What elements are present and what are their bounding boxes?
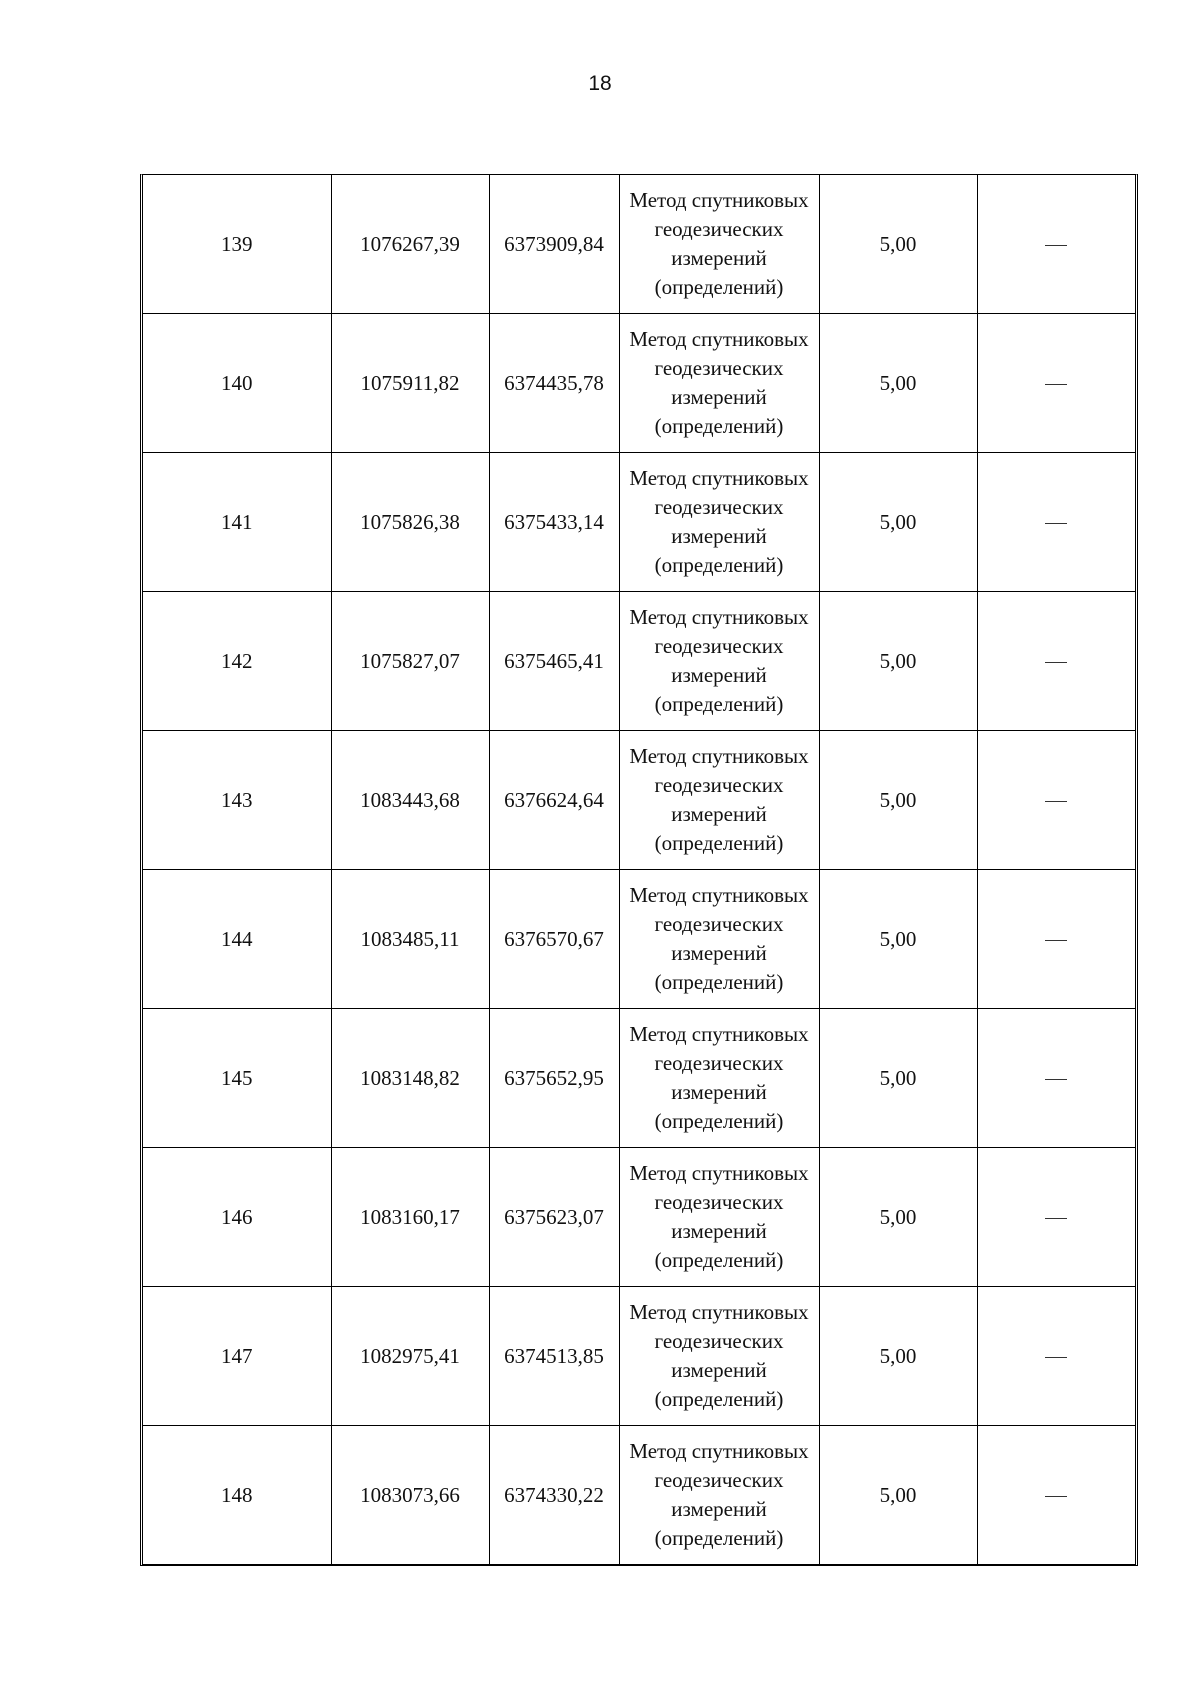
- table-row: [143, 453, 1135, 592]
- method-line: геодезических: [654, 1468, 784, 1492]
- method-line: измерений: [671, 941, 767, 965]
- method-line: измерений: [671, 1219, 767, 1243]
- point-number-cell: 144: [143, 870, 331, 1009]
- page-number: 18: [588, 72, 612, 95]
- method-line: (определений): [654, 831, 784, 855]
- point-number-cell: 139: [143, 175, 331, 314]
- table-row: [143, 870, 1135, 1009]
- table-row: [143, 314, 1135, 453]
- x-coordinate-cell: 1075911,82: [331, 314, 489, 453]
- dash-mark: [1045, 662, 1067, 663]
- y-coordinate-cell: 6375465,41: [489, 592, 619, 731]
- x-coordinate-cell: 1075827,07: [331, 592, 489, 731]
- x-coordinate-cell: 1076267,39: [331, 175, 489, 314]
- x-coordinate-cell: 1082975,41: [331, 1287, 489, 1426]
- table-body: [143, 175, 1135, 1564]
- y-coordinate-cell: 6373909,84: [489, 175, 619, 314]
- method-line: геодезических: [654, 356, 784, 380]
- method-line: измерений: [671, 1497, 767, 1521]
- accuracy-cell: 5,00: [819, 731, 977, 870]
- accuracy-cell: 5,00: [819, 1009, 977, 1148]
- x-coordinate-cell: 1083443,68: [331, 731, 489, 870]
- method-line: (определений): [654, 1248, 784, 1272]
- method-line: (определений): [654, 1109, 784, 1133]
- dash-mark: [1045, 384, 1067, 385]
- method-line: геодезических: [654, 217, 784, 241]
- method-line: геодезических: [654, 912, 784, 936]
- method-line: (определений): [654, 692, 784, 716]
- method-line: геодезических: [654, 1329, 784, 1353]
- method-line: измерений: [671, 802, 767, 826]
- method-line: Метод спутниковых: [629, 327, 809, 351]
- method-line: Метод спутниковых: [629, 744, 809, 768]
- method-line: измерений: [671, 246, 767, 270]
- dash-mark: [1045, 1357, 1067, 1358]
- accuracy-cell: 5,00: [819, 1426, 977, 1565]
- method-line: геодезических: [654, 1051, 784, 1075]
- method-cell: [619, 175, 819, 314]
- x-coordinate-cell: 1075826,38: [331, 453, 489, 592]
- point-number-cell: 147: [143, 1287, 331, 1426]
- method-cell: [619, 870, 819, 1009]
- method-line: (определений): [654, 1526, 784, 1550]
- accuracy-cell: 5,00: [819, 1287, 977, 1426]
- method-line: измерений: [671, 1080, 767, 1104]
- point-number-cell: 145: [143, 1009, 331, 1148]
- method-line: Метод спутниковых: [629, 466, 809, 490]
- point-number-cell: 143: [143, 731, 331, 870]
- y-coordinate-cell: 6375623,07: [489, 1148, 619, 1287]
- method-line: (определений): [654, 553, 784, 577]
- method-line: (определений): [654, 1387, 784, 1411]
- method-line: геодезических: [654, 773, 784, 797]
- method-line: измерений: [671, 524, 767, 548]
- dash-mark: [1045, 523, 1067, 524]
- method-cell: [619, 592, 819, 731]
- accuracy-cell: 5,00: [819, 175, 977, 314]
- point-number-cell: 142: [143, 592, 331, 731]
- table-row: [143, 1009, 1135, 1148]
- y-coordinate-cell: 6374435,78: [489, 314, 619, 453]
- method-cell: [619, 1009, 819, 1148]
- accuracy-cell: 5,00: [819, 453, 977, 592]
- x-coordinate-cell: 1083148,82: [331, 1009, 489, 1148]
- method-line: Метод спутниковых: [629, 1439, 809, 1463]
- method-line: измерений: [671, 1358, 767, 1382]
- method-line: (определений): [654, 970, 784, 994]
- y-coordinate-cell: 6376624,64: [489, 731, 619, 870]
- dash-mark: [1045, 1496, 1067, 1497]
- x-coordinate-cell: 1083073,66: [331, 1426, 489, 1565]
- method-line: Метод спутниковых: [629, 1300, 809, 1324]
- y-coordinate-cell: 6376570,67: [489, 870, 619, 1009]
- method-cell: [619, 1148, 819, 1287]
- point-number-cell: 141: [143, 453, 331, 592]
- x-coordinate-cell: 1083160,17: [331, 1148, 489, 1287]
- table-row: [143, 175, 1135, 314]
- method-line: Метод спутниковых: [629, 883, 809, 907]
- dash-mark: [1045, 1218, 1067, 1219]
- note-cell: [977, 453, 1135, 592]
- accuracy-cell: 5,00: [819, 870, 977, 1009]
- y-coordinate-cell: 6375652,95: [489, 1009, 619, 1148]
- note-cell: [977, 731, 1135, 870]
- dash-mark: [1045, 245, 1067, 246]
- accuracy-cell: 5,00: [819, 592, 977, 731]
- note-cell: [977, 175, 1135, 314]
- dash-mark: [1045, 801, 1067, 802]
- accuracy-cell: 5,00: [819, 314, 977, 453]
- coordinates-table: [140, 174, 1138, 1566]
- method-line: геодезических: [654, 495, 784, 519]
- method-line: Метод спутниковых: [629, 1022, 809, 1046]
- point-number-cell: 140: [143, 314, 331, 453]
- method-line: измерений: [671, 663, 767, 687]
- note-cell: [977, 1287, 1135, 1426]
- table-row: [143, 1426, 1135, 1565]
- method-line: геодезических: [654, 634, 784, 658]
- point-number-cell: 146: [143, 1148, 331, 1287]
- table-row: [143, 731, 1135, 870]
- x-coordinate-cell: 1083485,11: [331, 870, 489, 1009]
- y-coordinate-cell: 6374513,85: [489, 1287, 619, 1426]
- method-cell: [619, 1426, 819, 1565]
- coordinates-table-grid: [143, 175, 1135, 1564]
- method-line: (определений): [654, 414, 784, 438]
- y-coordinate-cell: 6375433,14: [489, 453, 619, 592]
- dash-mark: [1045, 1079, 1067, 1080]
- note-cell: [977, 870, 1135, 1009]
- note-cell: [977, 592, 1135, 731]
- method-cell: [619, 314, 819, 453]
- method-line: геодезических: [654, 1190, 784, 1214]
- note-cell: [977, 1148, 1135, 1287]
- table-row: [143, 1287, 1135, 1426]
- method-line: Метод спутниковых: [629, 1161, 809, 1185]
- method-line: измерений: [671, 385, 767, 409]
- method-cell: [619, 731, 819, 870]
- method-line: (определений): [654, 275, 784, 299]
- y-coordinate-cell: 6374330,22: [489, 1426, 619, 1565]
- table-row: [143, 592, 1135, 731]
- point-number-cell: 148: [143, 1426, 331, 1565]
- note-cell: [977, 1426, 1135, 1565]
- method-cell: [619, 1287, 819, 1426]
- method-line: Метод спутниковых: [629, 188, 809, 212]
- table-row: [143, 1148, 1135, 1287]
- note-cell: [977, 1009, 1135, 1148]
- dash-mark: [1045, 940, 1067, 941]
- method-line: Метод спутниковых: [629, 605, 809, 629]
- note-cell: [977, 314, 1135, 453]
- method-cell: [619, 453, 819, 592]
- accuracy-cell: 5,00: [819, 1148, 977, 1287]
